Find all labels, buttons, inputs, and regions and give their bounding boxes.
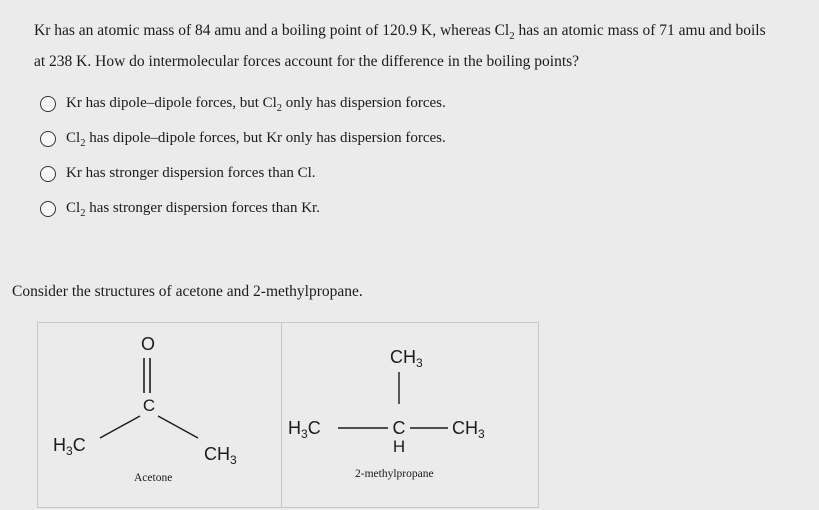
question-line2: at 238 K. How do intermolecular forces account for the difference in the boiling points? [34, 53, 580, 71]
question2-text: Consider the structures of acetone and 2-methylpropane. [12, 283, 363, 300]
methylpropane-hydrogen: H [392, 437, 406, 456]
methylpropane-center-carbon: C [392, 418, 406, 438]
acetone-structure [53, 334, 237, 467]
acetone-right-methyl: $CH_3$ [204, 444, 237, 467]
acetone-caption: Acetone [134, 472, 173, 484]
option-label: $Cl_2$ has stronger dispersion forces than Kr. [66, 199, 320, 219]
question-line1-end: has an atomic mass of 71 amu and boils [514, 22, 766, 39]
option-label: Kr has stronger dispersion forces than Cl. [66, 164, 316, 181]
acetone-oxygen: O [140, 334, 156, 354]
methylpropane-caption: 2-methylpropane [355, 468, 434, 480]
question-line1-subscript: 2 [509, 30, 515, 43]
methylpropane-top-methyl: $CH_3$ [390, 347, 423, 370]
option-label: Kr has dipole–dipole forces, but $Cl_2$ only has dispersion forces. [66, 94, 446, 114]
methylpropane-left-methyl: $H_3C$ [288, 418, 321, 441]
option-label: $Cl_2$ has dipole–dipole forces, but Kr only has dispersion forces. [66, 129, 446, 149]
methylpropane-right-methyl: $CH_3$ [452, 418, 485, 441]
question-line1: Kr has an atomic mass of 84 amu and a boiling point of 120.9 K, whereas Cl [34, 22, 510, 39]
acetone-carbon: C [142, 396, 156, 415]
methylpropane-structure [288, 347, 485, 456]
acetone-left-methyl: $H_3C$ [53, 435, 86, 458]
